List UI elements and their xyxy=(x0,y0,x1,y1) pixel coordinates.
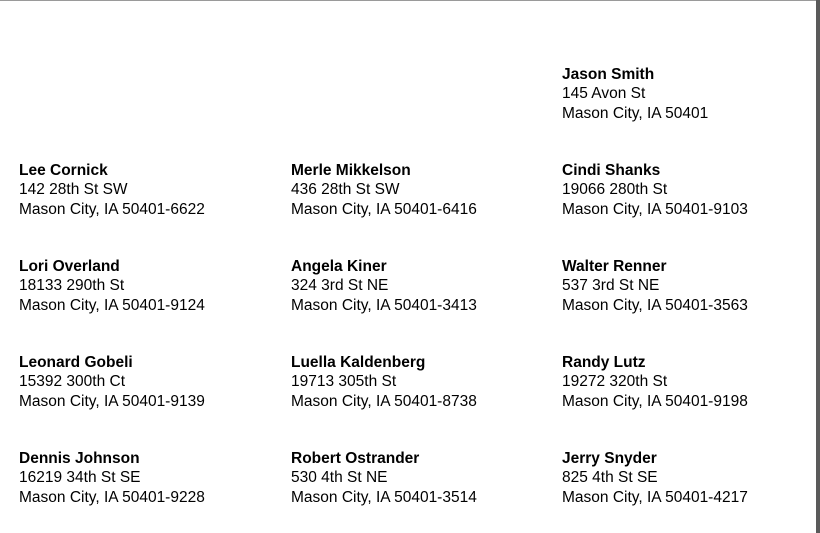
city-state-zip: Mason City, IA 50401-6416 xyxy=(291,200,477,218)
address-label xyxy=(19,161,269,219)
address-label xyxy=(291,449,541,507)
address-label xyxy=(562,257,812,315)
recipient-name: Cindi Shanks xyxy=(562,162,661,179)
address-label xyxy=(19,353,269,411)
recipient-name: Angela Kiner xyxy=(291,258,387,275)
city-state-zip: Mason City, IA 50401-9103 xyxy=(562,200,748,218)
city-state-zip: Mason City, IA 50401-9228 xyxy=(19,488,205,506)
address-label xyxy=(19,257,269,315)
viewer-scrollbar[interactable] xyxy=(816,0,820,533)
recipient-name: Walter Renner xyxy=(562,258,667,275)
address-label xyxy=(291,353,541,411)
city-state-zip: Mason City, IA 50401-9124 xyxy=(19,296,205,314)
recipient-name: Randy Lutz xyxy=(562,354,646,371)
recipient-name: Robert Ostrander xyxy=(291,450,420,467)
street-address: 537 3rd St NE xyxy=(562,277,660,295)
street-address: 19272 320th St xyxy=(562,373,668,391)
address-label xyxy=(562,449,812,507)
street-address: 16219 34th St SE xyxy=(19,469,141,487)
street-address: 19713 305th St xyxy=(291,373,397,391)
recipient-name: Jason Smith xyxy=(562,66,655,83)
address-label xyxy=(562,161,812,219)
city-state-zip: Mason City, IA 50401-3563 xyxy=(562,296,748,314)
street-address: 142 28th St SW xyxy=(19,181,128,199)
city-state-zip: Mason City, IA 50401-9139 xyxy=(19,392,205,410)
address-label xyxy=(19,449,269,507)
recipient-name: Jerry Snyder xyxy=(562,450,657,467)
recipient-name: Leonard Gobeli xyxy=(19,354,133,371)
street-address: 19066 280th St xyxy=(562,181,668,199)
street-address: 145 Avon St xyxy=(562,85,646,103)
city-state-zip: Mason City, IA 50401-3413 xyxy=(291,296,477,314)
recipient-name: Lori Overland xyxy=(19,258,120,275)
city-state-zip: Mason City, IA 50401 xyxy=(562,104,709,122)
recipient-name: Lee Cornick xyxy=(19,162,108,179)
address-label xyxy=(562,65,812,123)
street-address: 15392 300th Ct xyxy=(19,373,126,391)
city-state-zip: Mason City, IA 50401-8738 xyxy=(291,392,477,410)
recipient-name: Merle Mikkelson xyxy=(291,162,411,179)
recipient-name: Luella Kaldenberg xyxy=(291,354,426,371)
city-state-zip: Mason City, IA 50401-3514 xyxy=(291,488,477,506)
city-state-zip: Mason City, IA 50401-6622 xyxy=(19,200,205,218)
street-address: 18133 290th St xyxy=(19,277,125,295)
address-label xyxy=(291,161,541,219)
city-state-zip: Mason City, IA 50401-4217 xyxy=(562,488,748,506)
recipient-name: Dennis Johnson xyxy=(19,450,140,467)
city-state-zip: Mason City, IA 50401-9198 xyxy=(562,392,748,410)
street-address: 324 3rd St NE xyxy=(291,277,389,295)
address-label xyxy=(562,353,812,411)
street-address: 825 4th St SE xyxy=(562,469,658,487)
address-label xyxy=(291,257,541,315)
street-address: 530 4th St NE xyxy=(291,469,388,487)
street-address: 436 28th St SW xyxy=(291,181,400,199)
